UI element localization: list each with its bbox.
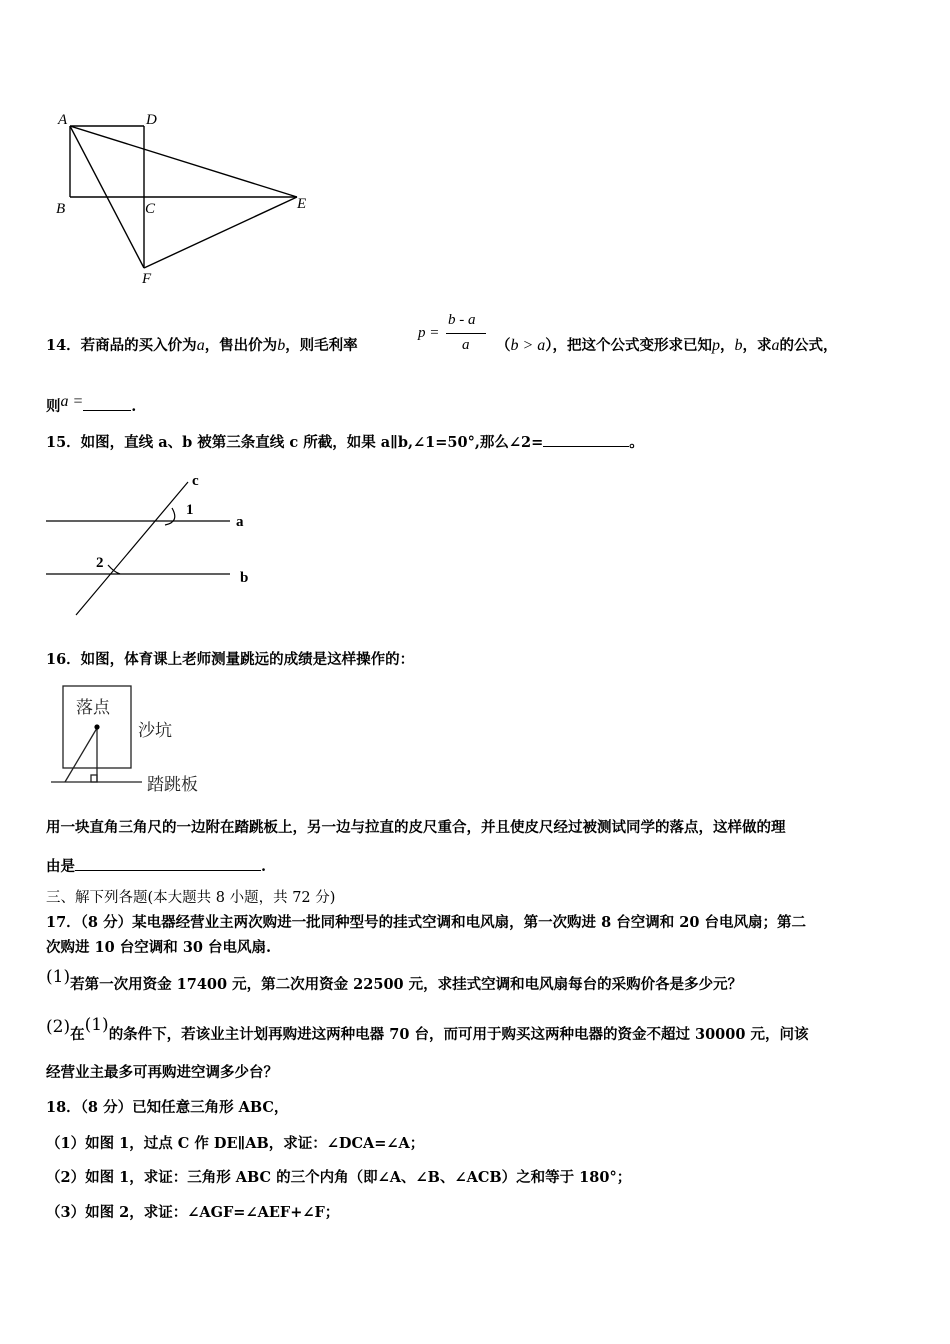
figure-q16: [45, 682, 225, 797]
q16-explanation: 用一块直角三角尺的一边附在踏跳板上，另一边与拉直的皮尺重合，并且使皮尺经过被测试同学的落点，这样做的理: [46, 819, 786, 836]
label-A: A: [58, 112, 68, 128]
q17-part1-label: (1): [46, 967, 71, 987]
q14-formula-denominator: a: [462, 337, 470, 353]
q14-answer-blank[interactable]: [83, 396, 131, 411]
label-B: B: [56, 201, 66, 217]
q14-then: 则: [46, 398, 61, 415]
q18-part3: [46, 1203, 339, 1223]
q17-text-1: 17．（8 分）某电器经营业主两次购进一批同种型号的挂式空调和电风扇，第一次购进 8 台空调和 20 台电风扇；第二: [46, 914, 807, 931]
q14-text-2: ，售出价为: [204, 337, 278, 354]
q18-part1-text: （1）如图 1，过点 C 作 DE∥AB，求证：∠DCA=∠A；: [46, 1135, 425, 1152]
q14-end: .: [131, 398, 137, 415]
line-c-label: c: [192, 473, 199, 489]
q17-line2: [46, 938, 271, 958]
q16-answer-blank[interactable]: [75, 856, 261, 871]
q18-part3-text: （3）如图 2，求证：∠AGF=∠AEF+∠F；: [46, 1204, 340, 1221]
line-b-label: b: [240, 570, 249, 586]
q14-fraction-bar: [446, 333, 486, 334]
q17-part2-text: 的条件下，若该业主计划再购进这两种电器 70 台，而可用于购买这两种电器的资金不超过 30000 元，问该: [108, 1026, 809, 1043]
label-D: D: [146, 112, 157, 128]
q14-line2: [46, 393, 137, 417]
section-3-title: [46, 888, 335, 908]
q14-text-4: ），把这个公式变形求已知: [545, 337, 713, 354]
label-E: E: [297, 196, 307, 212]
question-16: [46, 650, 414, 670]
q17-part1: [46, 967, 743, 995]
q16-line1: [46, 818, 786, 838]
question-15: [46, 432, 644, 453]
q16-end: .: [261, 858, 267, 875]
q17-part2-in: 在: [70, 1026, 85, 1043]
line-a-label: a: [236, 514, 244, 530]
q15-answer-blank[interactable]: [543, 432, 629, 447]
q14-text-3: ，则毛利率: [285, 337, 358, 354]
q14-line1-rest: [496, 336, 838, 356]
label-landing: 落点: [76, 698, 110, 717]
q17-text-2: 次购进 10 台空调和 30 台电风扇.: [46, 939, 272, 956]
label-sandpit: 沙坑: [138, 721, 172, 740]
q14-var-b: b: [277, 337, 286, 354]
q16-reason-prefix: 由是: [46, 858, 75, 875]
question-14: [46, 336, 358, 356]
q16-line2: [46, 856, 266, 877]
q18-part1: [46, 1134, 424, 1154]
landing-point-dot: [94, 724, 99, 729]
label-F: F: [142, 271, 152, 287]
q14-sep: ，: [720, 337, 735, 354]
q18-part2: [46, 1168, 631, 1188]
angle-1-label: 1: [186, 502, 194, 518]
q17-line1: [46, 913, 806, 933]
q17-part2-line2: [46, 1063, 278, 1083]
q15-text: 15．如图，直线 a、b 被第三条直线 c 所截，如果 a∥b,∠1=50°,那么∠2=: [46, 434, 544, 451]
figure-q13: [40, 105, 340, 295]
q14-text-6: 的公式，: [779, 337, 838, 354]
q17-part1-text: 若第一次用资金 17400 元，第二次用资金 22500 元，求挂式空调和电风扇每台的采购价各是多少元？: [70, 976, 743, 993]
q14-var-a: a: [196, 337, 205, 354]
q14-formula-lhs: p =: [418, 325, 440, 341]
q17-part2-text-2: 经营业主最多可再购进空调多少台？: [46, 1064, 278, 1081]
q15-end: 。: [629, 434, 644, 451]
q14-text-1: 14．若商品的买入价为: [46, 337, 197, 354]
q17-part2: [46, 1015, 809, 1045]
label-board: 踏跳板: [147, 775, 198, 794]
q18-part2-text: （2）如图 1，求证：三角形 ABC 的三个内角（即∠A、∠B、∠ACB）之和等于 180°；: [46, 1169, 632, 1186]
q14-var-p: p: [712, 337, 721, 354]
q18-intro: 18．（8 分）已知任意三角形 ABC，: [46, 1099, 289, 1116]
q14-var-a2: a: [771, 337, 780, 354]
q14-var-b2: b: [734, 337, 743, 354]
figure-q15: [40, 468, 270, 618]
q17-part2-ref: (1): [84, 1015, 109, 1035]
q14-text-5: ，求: [742, 337, 772, 354]
q14-formula-numerator: b - a: [448, 312, 476, 328]
label-C: C: [145, 201, 156, 217]
section-3-title-text: 三、解下列各题(本大题共 8 小题，共 72 分): [46, 890, 336, 906]
q14-cond-open: （: [496, 337, 511, 354]
angle-2-label: 2: [96, 555, 104, 571]
q14-answer-var: a =: [60, 393, 84, 410]
q14-condition: b > a: [510, 337, 546, 354]
q17-part2-label: (2): [46, 1017, 71, 1037]
q18-line0: [46, 1098, 288, 1118]
q16-text: 16．如图，体育课上老师测量跳远的成绩是这样操作的：: [46, 651, 415, 668]
